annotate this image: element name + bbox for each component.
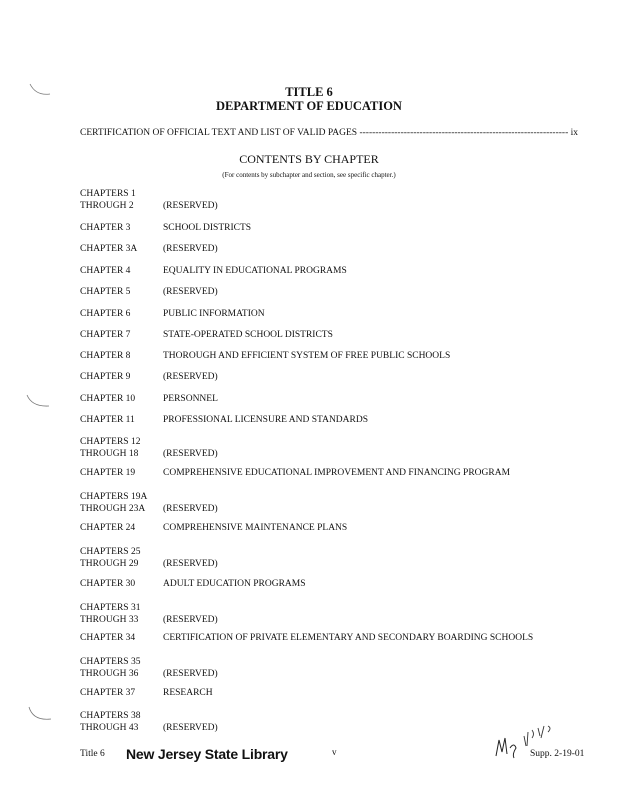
chapter-label-line1: CHAPTER 9: [80, 372, 131, 382]
chapter-label: [80, 710, 160, 734]
chapter-label: [80, 522, 160, 534]
chapter-title: PERSONNEL: [163, 394, 218, 404]
chapter-label: [80, 308, 160, 320]
chapter-label: [80, 243, 160, 255]
chapter-label: [80, 491, 160, 515]
page-number: v: [332, 747, 337, 757]
supplement-date: Supp. 2-19-01: [530, 749, 585, 759]
chapter-label-line1: CHAPTERS 25: [80, 547, 141, 557]
chapter-label-line1: CHAPTER 6: [80, 309, 131, 319]
chapter-label: [80, 632, 160, 644]
chapter-title: EQUALITY IN EDUCATIONAL PROGRAMS: [163, 266, 347, 276]
chapter-title: COMPREHENSIVE EDUCATIONAL IMPROVEMENT AND FINANCING PROGRAM: [163, 468, 511, 478]
chapter-title: (RESERVED): [163, 723, 218, 733]
chapter-label-line1: CHAPTER 30: [80, 579, 136, 589]
chapter-title: COMPREHENSIVE MAINTENANCE PLANS: [163, 523, 348, 533]
scan-mark-top: [28, 80, 54, 100]
chapter-title: (RESERVED): [163, 287, 218, 297]
chapter-label-line1: CHAPTER 11: [80, 415, 135, 425]
chapter-label: [80, 286, 160, 298]
chapter-label: [80, 436, 160, 460]
chapter-label-line1: CHAPTER 10: [80, 394, 136, 404]
chapter-label-line1: CHAPTER 5: [80, 287, 131, 297]
chapter-label: [80, 467, 160, 479]
chapter-label-line1: CHAPTERS 1: [80, 189, 136, 199]
chapter-label: [80, 414, 160, 426]
chapter-label-line1: CHAPTER 37: [80, 688, 136, 698]
chapter-label-line1: CHAPTER 8: [80, 351, 131, 361]
chapter-label: [80, 188, 160, 212]
document-title: TITLE 6: [285, 85, 333, 99]
chapter-label-line2: THROUGH 43: [80, 723, 139, 733]
chapter-label-line2: THROUGH 23A: [80, 504, 146, 514]
chapter-label-line1: CHAPTER 34: [80, 633, 136, 643]
chapter-label-line1: CHAPTER 4: [80, 266, 131, 276]
chapter-label-line1: CHAPTER 3A: [80, 244, 138, 254]
chapter-label-line1: CHAPTERS 35: [80, 657, 141, 667]
contents-heading: CONTENTS BY CHAPTER: [239, 152, 379, 166]
chapter-label-line1: CHAPTERS 12: [80, 437, 141, 447]
chapter-label: [80, 546, 160, 570]
chapter-label: [80, 687, 160, 699]
chapter-title: RESEARCH: [163, 688, 213, 698]
chapter-label-line1: CHAPTER 7: [80, 330, 131, 340]
chapter-label-line2: THROUGH 18: [80, 449, 139, 459]
chapter-label: [80, 393, 160, 405]
chapter-title: (RESERVED): [163, 669, 218, 679]
chapter-title: PROFESSIONAL LICENSURE AND STANDARDS: [163, 415, 369, 425]
chapter-title: STATE-OPERATED SCHOOL DISTRICTS: [163, 330, 333, 340]
chapter-label-line1: CHAPTER 24: [80, 523, 136, 533]
chapter-title: (RESERVED): [163, 559, 218, 569]
chapter-title: PUBLIC INFORMATION: [163, 309, 265, 319]
scan-mark-middle: [24, 392, 52, 412]
chapter-title: (RESERVED): [163, 244, 218, 254]
chapter-label-line2: THROUGH 2: [80, 201, 134, 211]
library-stamp: New Jersey State Library: [126, 746, 288, 762]
chapter-title: (RESERVED): [163, 449, 218, 459]
chapter-label: [80, 265, 160, 277]
scan-mark-bottom: [26, 705, 54, 727]
handwritten-initials: [490, 718, 560, 763]
chapter-label: [80, 329, 160, 341]
chapter-title: (RESERVED): [163, 504, 218, 514]
chapter-label: [80, 350, 160, 362]
certification-entry: CERTIFICATION OF OFFICIAL TEXT AND LIST OF VALID PAGES ------------------------------------------------------------------ ix: [80, 128, 579, 138]
chapter-label: [80, 578, 160, 590]
department-name: DEPARTMENT OF EDUCATION: [216, 99, 402, 113]
chapter-label-line1: CHAPTERS 19A: [80, 492, 148, 502]
chapter-title: (RESERVED): [163, 201, 218, 211]
chapter-label: [80, 602, 160, 626]
chapter-label-line1: CHAPTERS 31: [80, 603, 141, 613]
chapter-label-line2: THROUGH 36: [80, 669, 139, 679]
contents-note: (For contents by subchapter and section, see specific chapter.): [222, 171, 396, 179]
chapter-label-line2: THROUGH 33: [80, 615, 139, 625]
chapter-label-line1: CHAPTERS 38: [80, 711, 141, 721]
chapter-label-line1: CHAPTER 19: [80, 468, 136, 478]
chapter-title: (RESERVED): [163, 372, 218, 382]
chapter-title: SCHOOL DISTRICTS: [163, 223, 252, 233]
chapter-title: THOROUGH AND EFFICIENT SYSTEM OF FREE PUBLIC SCHOOLS: [163, 351, 451, 361]
chapter-label: [80, 371, 160, 383]
chapter-title: ADULT EDUCATION PROGRAMS: [163, 579, 306, 589]
footer-title: Title 6: [80, 749, 105, 759]
chapter-title: (RESERVED): [163, 615, 218, 625]
chapter-label-line1: CHAPTER 3: [80, 223, 131, 233]
chapter-label-line2: THROUGH 29: [80, 559, 139, 569]
chapter-title: CERTIFICATION OF PRIVATE ELEMENTARY AND SECONDARY BOARDING SCHOOLS: [163, 633, 534, 643]
chapter-label: [80, 222, 160, 234]
chapter-label: [80, 656, 160, 680]
